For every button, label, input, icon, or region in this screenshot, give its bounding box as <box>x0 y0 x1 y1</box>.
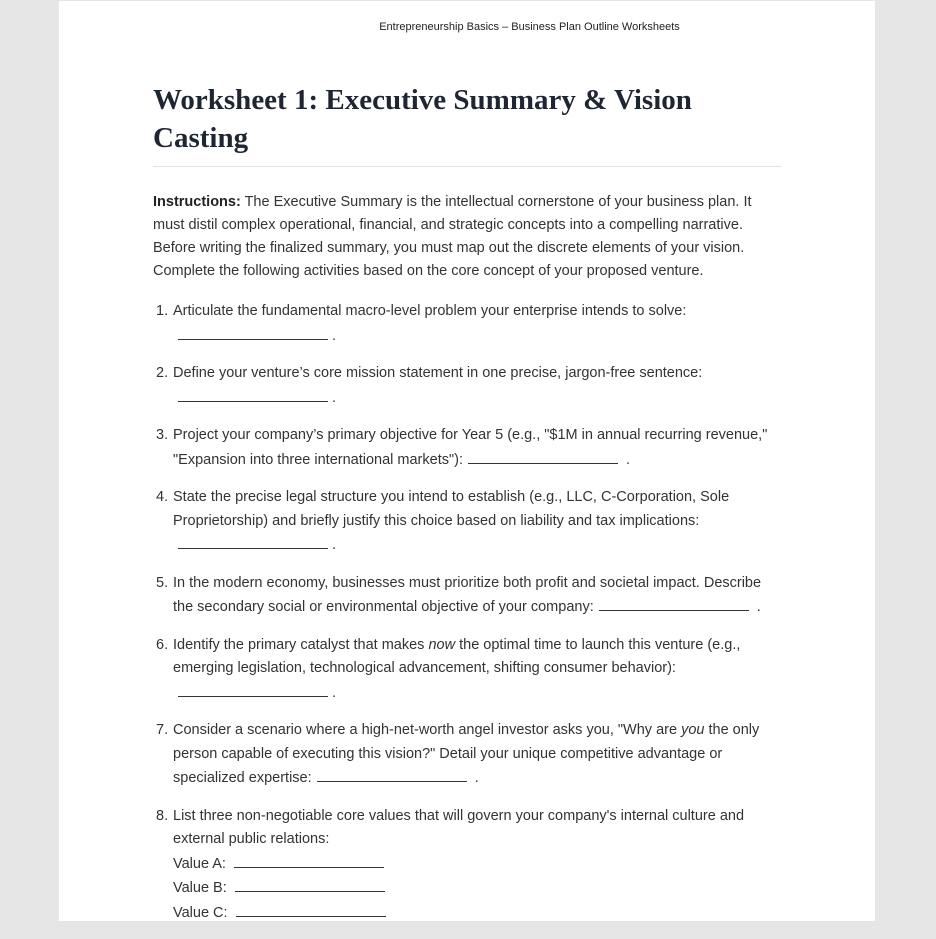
blank-period: . <box>474 770 479 786</box>
question-item <box>153 486 782 558</box>
question-number: 7. <box>156 722 169 738</box>
question-text-after: the optimal time to launch this venture (e.g., emerging legislation, technological advancement, shifting consumer behavior): <box>173 636 741 676</box>
question-item <box>153 424 782 472</box>
instructions-text: The Executive Summary is the intellectual cornerstone of your business plan. It must distil complex operational, financial, and strategic concepts into a compelling narrative. Before writing the finalized summary, you must map out the discrete elements of your vision. Complete the following activities based on the core concept of your proposed venture. <box>153 194 752 279</box>
question-number: 2. <box>156 365 169 381</box>
value-row <box>173 876 782 901</box>
question-number: 5. <box>156 574 169 591</box>
question-text: Define your venture’s core mission statement in one precise, jargon-free sentence: <box>173 365 703 381</box>
question-emphasis: now <box>428 636 456 653</box>
value-label: Value C: <box>173 904 228 921</box>
question-number: 1. <box>156 303 169 319</box>
answer-blank[interactable] <box>178 681 328 697</box>
answer-blank[interactable] <box>468 448 618 464</box>
value-blank[interactable] <box>235 876 385 892</box>
question-text-after: the only person capable of executing this vision?" Detail your unique competitive advantage or specialized expertise: <box>173 722 760 786</box>
question-item <box>153 362 782 410</box>
question-text: State the precise legal structure you intend to establish (e.g., LLC, C-Corporation, Sole Proprietorship) and briefly justify this choice based on liability and tax implications: <box>173 489 730 529</box>
question-text-before: Consider a scenario where a high-net-worth angel investor asks you, "Why are <box>173 722 682 738</box>
value-row <box>173 852 782 877</box>
answer-blank[interactable] <box>599 595 749 611</box>
question-item <box>153 300 782 348</box>
running-header: Entrepreneurship Basics – Business Plan Outline Worksheets <box>379 21 680 33</box>
question-text: Articulate the fundamental macro-level problem your enterprise intends to solve: <box>173 303 687 319</box>
question-text: Project your company’s primary objective for Year 5 (e.g., "$1M in annual recurring revenue," "Expansion into three international markets"): <box>173 427 768 468</box>
value-label: Value B: <box>173 880 227 896</box>
value-blank[interactable] <box>234 852 384 868</box>
answer-blank[interactable] <box>317 766 467 782</box>
blank-period: . <box>626 451 631 468</box>
question-number: 3. <box>156 427 169 443</box>
question-number: 8. <box>156 807 169 824</box>
value-blank[interactable] <box>236 901 386 917</box>
question-item <box>153 719 782 791</box>
question-item <box>153 805 782 926</box>
blank-period: . <box>332 389 337 406</box>
blank-period: . <box>332 537 337 553</box>
question-emphasis: you <box>681 722 705 738</box>
answer-blank[interactable] <box>178 533 328 549</box>
value-row <box>173 901 782 926</box>
blank-period: . <box>332 327 337 344</box>
question-number: 6. <box>156 636 169 653</box>
instructions-label: Instructions: <box>153 194 241 210</box>
question-number: 4. <box>156 489 169 505</box>
blank-period: . <box>756 599 761 615</box>
instructions <box>153 191 782 283</box>
question-text: List three non-negotiable core values that will govern your company's internal culture and external public relations: <box>173 807 745 847</box>
question-text: In the modern economy, businesses must prioritize both profit and societal impact. Describe the secondary social or environmental objective of your company: <box>173 574 762 615</box>
worksheet-content <box>153 81 782 939</box>
answer-blank[interactable] <box>178 386 328 402</box>
worksheet-page <box>59 1 875 921</box>
question-list <box>153 300 782 925</box>
blank-period: . <box>332 684 337 701</box>
question-item <box>153 634 782 706</box>
question-text-before: Identify the primary catalyst that makes <box>173 636 429 653</box>
answer-blank[interactable] <box>178 324 328 340</box>
question-item <box>153 572 782 620</box>
page-title: Worksheet 1: Executive Summary & Vision Casting <box>153 81 782 167</box>
value-label: Value A: <box>173 855 226 872</box>
